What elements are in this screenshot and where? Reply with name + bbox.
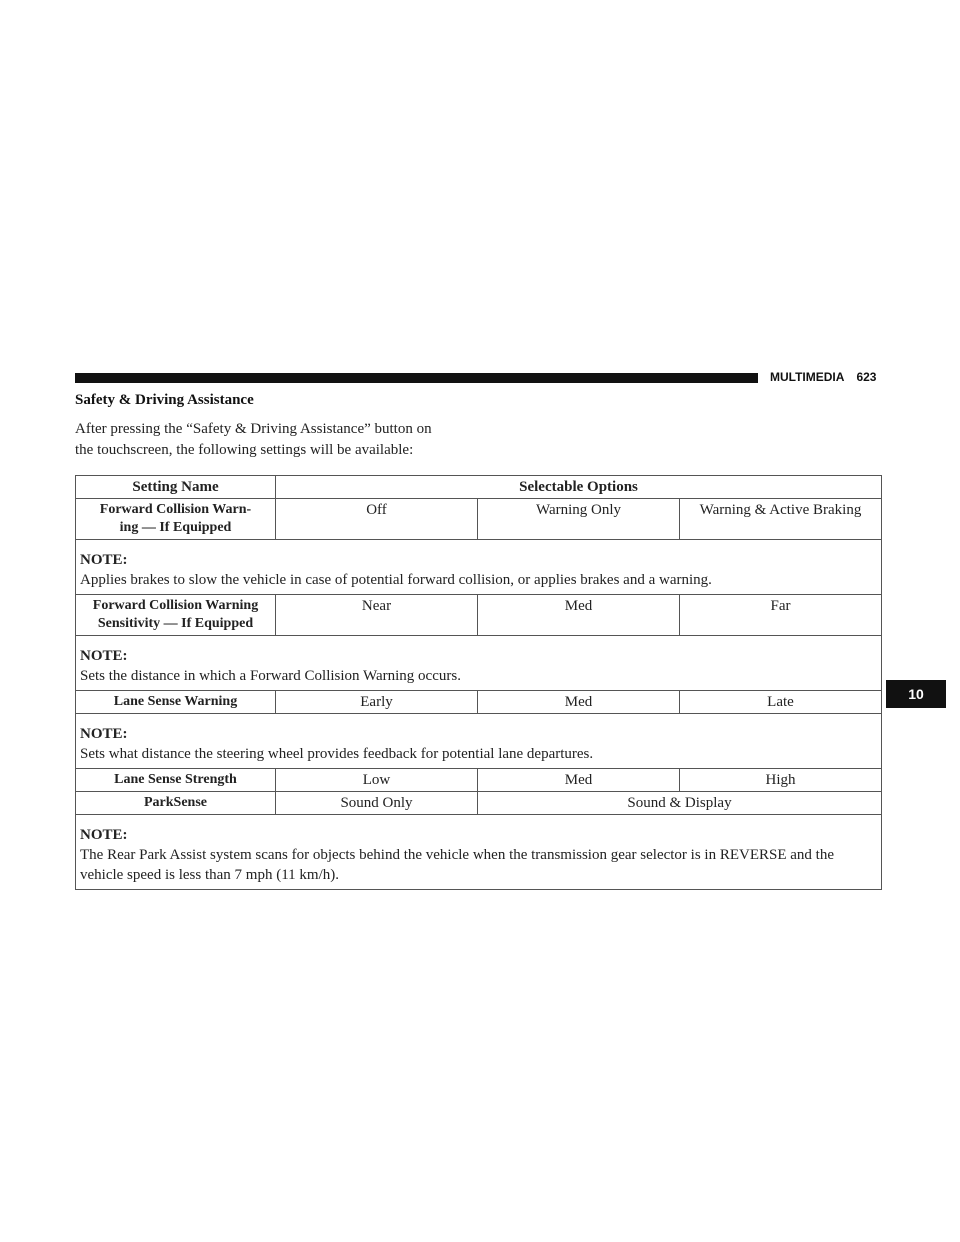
option-cell: Sound & Display (478, 792, 882, 815)
note-text: The Rear Park Assist system scans for objects behind the vehicle when the transmission gear selector is in REVERSE and the vehicle speed is less than 7 mph (11 km/h). (80, 847, 835, 883)
setting-name-line: Forward Collision Warning (92, 598, 259, 613)
table-row (76, 769, 882, 792)
note-text: Applies brakes to slow the vehicle in case of potential forward collision, or applies brakes and a warning. (80, 572, 712, 588)
setting-name-line: ing — If Equipped (119, 520, 232, 535)
option-cell: Sound Only (276, 792, 478, 815)
option-cell: Early (276, 691, 478, 714)
setting-name-line: Sensitivity — If Equipped (97, 616, 254, 631)
note-text: Sets the distance in which a Forward Collision Warning occurs. (80, 668, 461, 684)
note-label: NOTE: (80, 552, 128, 568)
option-cell: Med (478, 769, 680, 792)
option-cell: Off (276, 499, 478, 540)
intro-line: After pressing the “Safety & Driving Assistance” button on (75, 421, 432, 437)
chapter-tab: 10 (886, 680, 946, 708)
setting-name: Lane Sense Warning (76, 691, 276, 714)
page-number: 623 (856, 370, 877, 384)
option-cell: Low (276, 769, 478, 792)
header-selectable-options: Selectable Options (276, 476, 882, 499)
note-cell (76, 815, 882, 890)
option-cell: Near (276, 595, 478, 636)
option-cell: Med (478, 595, 680, 636)
note-cell (76, 714, 882, 769)
note-text: Sets what distance the steering wheel provides feedback for potential lane departures. (80, 746, 594, 762)
option-cell: High (680, 769, 882, 792)
option-cell: Warning & Active Braking (680, 499, 882, 540)
header-rule (75, 373, 758, 383)
setting-name: ParkSense (76, 792, 276, 815)
option-cell: Warning Only (478, 499, 680, 540)
note-label: NOTE: (80, 726, 128, 742)
table-row (76, 691, 882, 714)
option-cell: Far (680, 595, 882, 636)
table-row (76, 792, 882, 815)
table-row (76, 499, 882, 540)
note-row (76, 815, 882, 890)
note-label: NOTE: (80, 827, 128, 843)
note-row (76, 636, 882, 691)
note-cell (76, 636, 882, 691)
intro-paragraph (75, 419, 495, 461)
note-cell (76, 540, 882, 595)
option-cell: Med (478, 691, 680, 714)
note-row (76, 540, 882, 595)
note-label: NOTE: (80, 648, 128, 664)
setting-name (76, 595, 276, 636)
section-title: Safety & Driving Assistance (75, 392, 254, 408)
setting-name: Lane Sense Strength (76, 769, 276, 792)
running-header (770, 370, 876, 384)
table-header-row (76, 476, 882, 499)
table-row (76, 595, 882, 636)
settings-table (75, 475, 882, 890)
header-setting-name: Setting Name (76, 476, 276, 499)
section-label: MULTIMEDIA (770, 370, 845, 384)
intro-line: the touchscreen, the following settings will be available: (75, 442, 414, 458)
note-row (76, 714, 882, 769)
setting-name (76, 499, 276, 540)
option-cell: Late (680, 691, 882, 714)
setting-name-line: Forward Collision Warn- (99, 502, 252, 517)
